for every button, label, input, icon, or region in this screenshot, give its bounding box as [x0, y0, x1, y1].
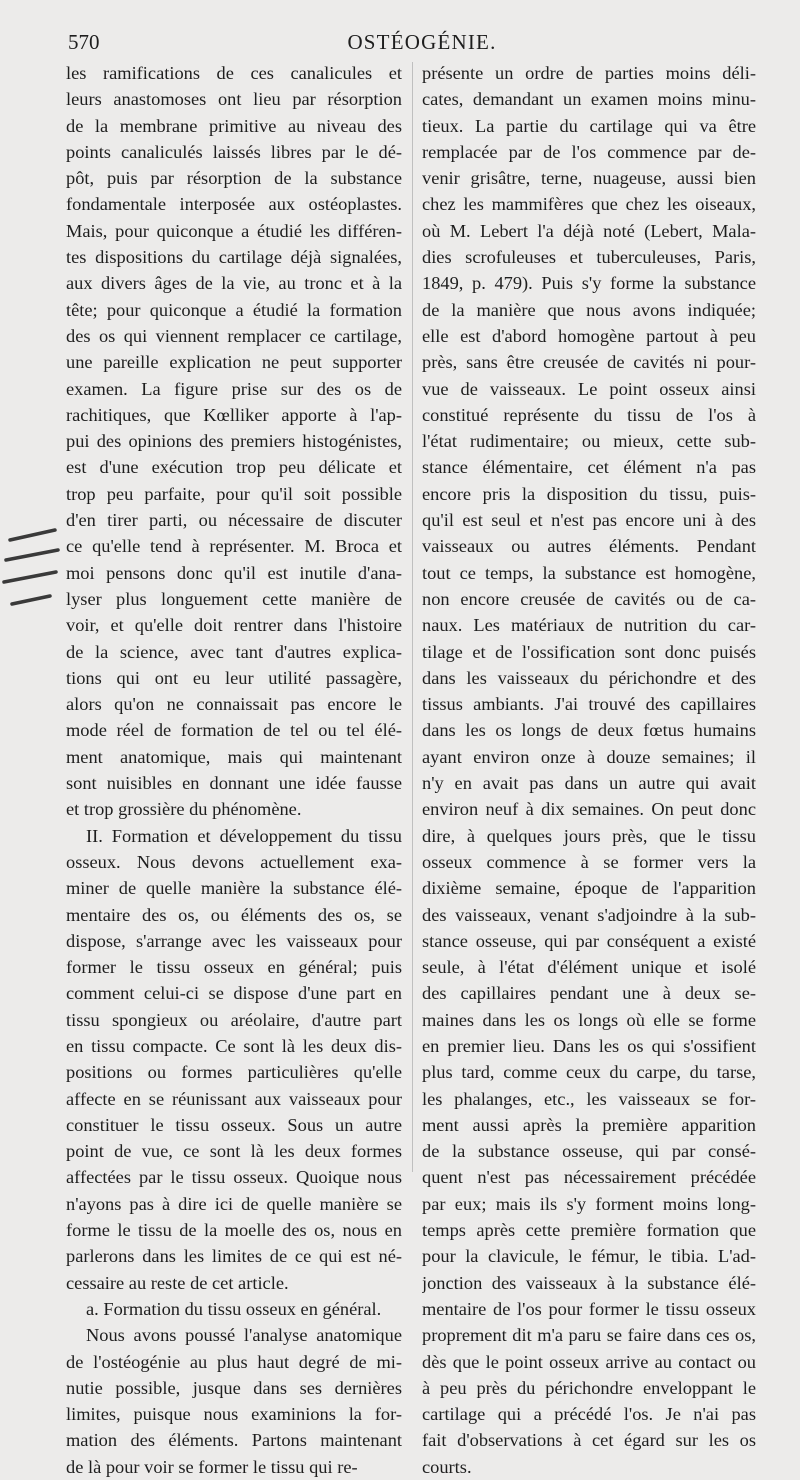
- text-line: de l'ostéogénie au plus haut degré de mi-: [66, 1351, 402, 1372]
- text-line: cessaire au reste de cet article.: [66, 1272, 289, 1293]
- text-line: stance osseuse, qui par conséquent a existé: [422, 930, 756, 951]
- text-line: constituer le tissu osseux. Sous un autre: [66, 1114, 402, 1135]
- text-line: lyser plus longuement cette manière de: [66, 588, 402, 609]
- text-line: est d'une exécution trop peu délicate et: [66, 457, 402, 478]
- text-line: voir, et qu'elle doit rentrer dans l'histoire: [66, 615, 402, 636]
- text-line: maines dans les os longs où elle se forme: [422, 1009, 756, 1030]
- text-line: près, sans être creusée de cavités ni pour-: [422, 352, 756, 373]
- margin-ink-mark: [0, 520, 70, 630]
- text-line: dans les os longs de deux fœtus humains: [422, 720, 756, 741]
- text-line: les ramifications de ces canalicules et: [66, 63, 402, 83]
- text-line: miner de quelle manière la substance élé-: [66, 878, 402, 899]
- text-line: dès que le point osseux arrive au contact ou: [422, 1351, 756, 1372]
- text-line: d'en tirer parti, ou nécessaire de discuter: [66, 510, 402, 531]
- text-line: cates, demandant un examen moins minu-: [422, 89, 756, 110]
- right-column-text: [422, 60, 756, 1480]
- text-line: mentaire des os, ou éléments des os, se: [66, 904, 402, 925]
- text-line: tilage et de l'ossification sont donc puisés: [422, 641, 756, 662]
- text-line: de la substance osseuse, qui par consé-: [422, 1141, 756, 1162]
- text-line: dire, à quelques jours près, que le tissu: [422, 825, 756, 846]
- text-line: affectées par le tissu osseux. Quoique nous: [66, 1167, 402, 1188]
- text-line: l'état rudimentaire; ou mieux, cette sub-: [422, 431, 756, 452]
- text-line: points canaliculés laissés libres par le dé-: [66, 141, 402, 162]
- text-line: tissu spongieux ou aréolaire, d'autre part: [66, 1009, 402, 1030]
- text-line: alors qu'on ne connaissait pas encore le: [66, 694, 402, 715]
- text-line: remplacée par de l'os commence par de-: [422, 141, 756, 162]
- text-line: en tissu compacte. Ce sont là les deux dis-: [66, 1035, 402, 1056]
- text-line: dans les vaisseaux du périchondre et des: [422, 667, 756, 688]
- text-line: de là pour voir se former le tissu qui re-: [66, 1456, 358, 1477]
- text-line: pui des opinions des premiers histogénistes,: [66, 431, 402, 452]
- text-line: une pareille explication ne peut supporter: [66, 352, 402, 373]
- text-line: affecte en se réunissant aux vaisseaux pour: [66, 1088, 402, 1109]
- running-title: OSTÉOGÉNIE.: [347, 30, 497, 54]
- text-line: jonction des vaisseaux à la substance élé-: [422, 1272, 756, 1293]
- text-line: à peu près du périchondre enveloppant le: [422, 1377, 756, 1398]
- text-line: cartilage qui a précédé l'os. Je n'ai pas: [422, 1404, 756, 1425]
- text-line: examen. La figure prise sur des os de: [66, 378, 402, 399]
- text-line: seule, à l'état d'élément unique et isolé: [422, 957, 756, 978]
- text-line: environ neuf à dix semaines. On peut donc: [422, 799, 756, 820]
- text-line: temps après cette première formation que: [422, 1220, 756, 1241]
- text-line: tissus ambiants. J'ai trouvé des capillaires: [422, 694, 756, 715]
- text-line: tes dispositions du cartilage déjà signalées,: [66, 247, 402, 268]
- text-line: mentaire de l'os pour former le tissu osseux: [422, 1298, 756, 1319]
- text-line: II. Formation et développement du tissu: [86, 825, 402, 846]
- text-line: vaisseaux ou autres éléments. Pendant: [422, 536, 756, 557]
- text-line: fait d'observations à cet égard sur les os: [422, 1430, 756, 1451]
- text-line: nutie possible, jusque dans ses dernières: [66, 1377, 402, 1398]
- text-line: de la manière que nous avons indiquée;: [422, 299, 756, 320]
- text-line: limites, puisque nous examinions la for-: [66, 1404, 402, 1425]
- text-line: former le tissu osseux en général; puis: [66, 957, 402, 978]
- text-line: vue de vaisseaux. Le point osseux ainsi: [422, 378, 756, 399]
- text-line: moi pensons donc qu'il est inutile d'ana-: [66, 562, 402, 583]
- text-line: aux divers âges de la vie, au tronc et à la: [66, 273, 402, 294]
- text-line: ment anatomique, mais qui maintenant: [66, 746, 402, 767]
- text-line: et trop grossière du phénomène.: [66, 799, 302, 820]
- column-divider: [412, 62, 413, 1172]
- text-line: Mais, pour quiconque a étudié les différen-: [66, 220, 402, 241]
- text-line: tête; pour quiconque a étudié la formation: [66, 299, 402, 320]
- text-line: des vaisseaux, venant s'adjoindre à la sub-: [422, 904, 756, 925]
- text-line: forme le tissu de la moelle des os, nous en: [66, 1220, 402, 1241]
- text-line: trop peu parfaite, pour qu'il soit possible: [66, 483, 402, 504]
- text-line: n'y en avait pas dans un autre qui avait: [422, 773, 756, 794]
- text-line: osseux commence à se former vers la: [422, 851, 756, 872]
- text-line: stance élémentaire, cet élément n'a pas: [422, 457, 756, 478]
- text-line: ment aussi après la première apparition: [422, 1114, 756, 1135]
- text-line: des os qui viennent remplacer ce cartilage,: [66, 325, 402, 346]
- text-line: dies scrofuleuses et tuberculeuses, Paris,: [422, 247, 756, 268]
- text-line: en premier lieu. Dans les os qui s'ossifient: [422, 1035, 756, 1056]
- page-number: 570: [68, 30, 100, 54]
- text-line: non encore creusée de cavités ou de ca-: [422, 588, 756, 609]
- text-line: sont nuisibles en donnant une idée fausse: [66, 773, 402, 794]
- text-line: par eux; mais ils s'y forment moins long-: [422, 1193, 756, 1214]
- text-line: point de vue, ce sont là les deux formes: [66, 1141, 402, 1162]
- text-line: constitué représente du tissu de l'os à: [422, 404, 756, 425]
- text-line: ce qu'elle tend à représenter. M. Broca et: [66, 536, 402, 557]
- text-line: a. Formation du tissu osseux en général.: [86, 1298, 382, 1319]
- text-line: positions ou formes particulières qu'elle: [66, 1062, 402, 1083]
- text-line: rachitiques, que Kœlliker apporte à l'ap-: [66, 404, 402, 425]
- text-line: encore pris la disposition du tissu, puis-: [422, 483, 756, 504]
- text-line: de la membrane primitive au niveau des: [66, 115, 402, 136]
- text-line: ayant environ onze à douze semaines; il: [422, 746, 756, 767]
- text-line: des capillaires pendant une à deux se-: [422, 983, 756, 1004]
- text-line: chez les mammifères que chez les oiseaux,: [422, 194, 756, 215]
- text-line: parlerons dans les limites de ce qui est né-: [66, 1246, 402, 1267]
- left-column-text: [66, 60, 402, 1480]
- text-line: courts.: [422, 1456, 472, 1477]
- text-line: fondamentale interposée aux ostéoplastes.: [66, 194, 402, 215]
- text-line: plus tard, comme ceux du carpe, du tarse,: [422, 1062, 756, 1083]
- text-line: n'ayons pas à dire ici de quelle manière se: [66, 1193, 402, 1214]
- text-line: dispose, s'arrange avec les vaisseaux pour: [66, 930, 402, 951]
- text-line: présente un ordre de parties moins déli-: [422, 63, 756, 83]
- text-line: tions qui ont eu leur utilité passagère,: [66, 667, 402, 688]
- text-line: pour la clavicule, le fémur, le tibia. L'ad-: [422, 1246, 756, 1267]
- text-line: Nous avons poussé l'analyse anatomique: [86, 1325, 402, 1346]
- text-line: venir grisâtre, terne, nuageuse, aussi bien: [422, 168, 756, 189]
- text-line: dixième semaine, époque de l'apparition: [422, 878, 756, 899]
- text-line: où M. Lebert l'a déjà noté (Lebert, Mala-: [422, 220, 756, 241]
- text-line: comment celui-ci se dispose d'une part en: [66, 983, 402, 1004]
- text-line: qu'il est seul et n'est pas encore uni à des: [422, 510, 756, 531]
- text-line: leurs anastomoses ont lieu par résorption: [66, 89, 402, 110]
- text-line: elle est d'abord homogène partout à peu: [422, 325, 756, 346]
- text-line: pôt, puis par résorption de la substance: [66, 168, 402, 189]
- page-header: [66, 28, 778, 56]
- text-line: mation des éléments. Partons maintenant: [66, 1430, 402, 1451]
- text-line: quent n'est pas nécessairement précédée: [422, 1167, 756, 1188]
- text-line: mode réel de formation de tel ou tel élé-: [66, 720, 402, 741]
- text-line: 1849, p. 479). Puis s'y forme la substance: [422, 273, 756, 294]
- text-line: de la science, avec tant d'autres explica-: [66, 641, 402, 662]
- text-line: tout ce temps, la substance est homogène,: [422, 562, 756, 583]
- text-line: les phalanges, etc., les vaisseaux se for-: [422, 1088, 756, 1109]
- text-line: tieux. La partie du cartilage qui va être: [422, 115, 756, 136]
- text-line: osseux. Nous devons actuellement exa-: [66, 851, 402, 872]
- text-line: naux. Les matériaux de nutrition du car-: [422, 615, 756, 636]
- text-line: proprement dit m'a paru se faire dans ces os,: [422, 1325, 756, 1346]
